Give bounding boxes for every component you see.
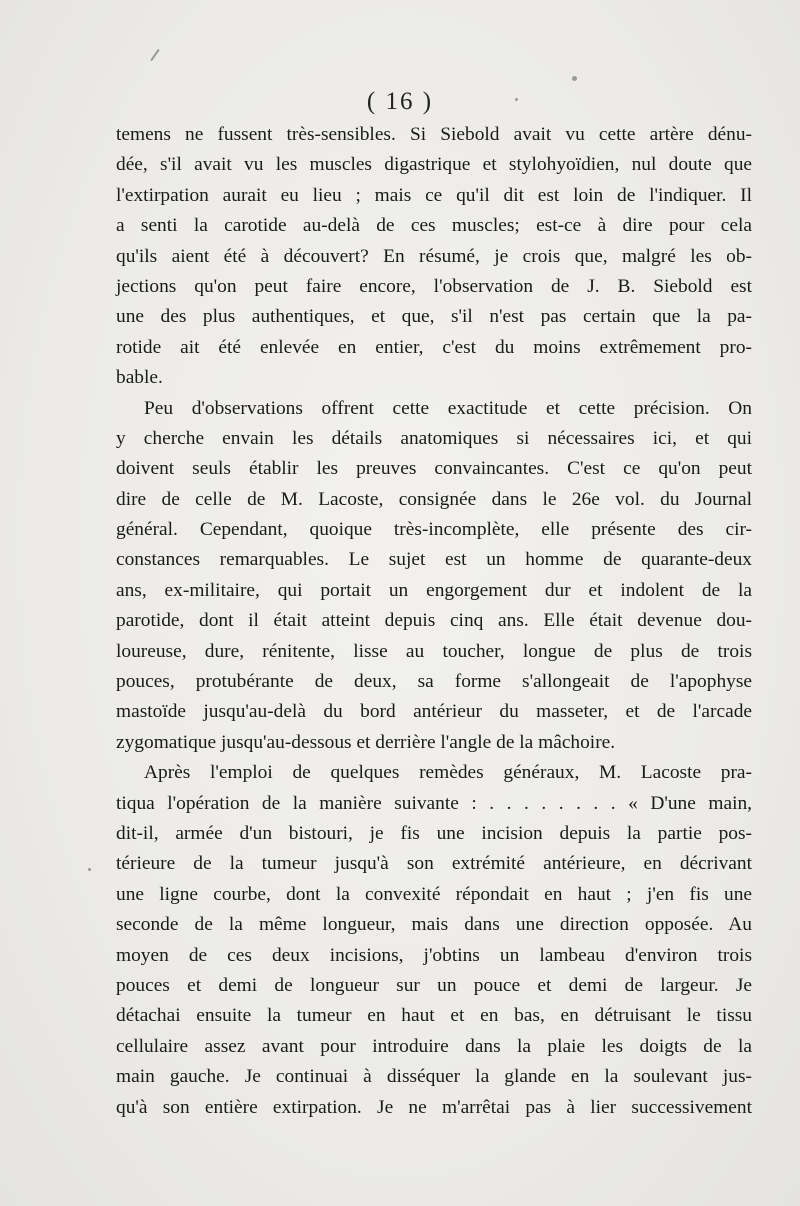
text-line: dire de celle de M. Lacoste, consignée dans le 26e vol. du Journal — [116, 488, 752, 510]
body-text — [116, 120, 752, 1123]
text-line: dit-il, armée d'un bistouri, je fis une incision depuis la partie pos- — [116, 822, 752, 844]
text-line: cellulaire assez avant pour introduire dans la plaie les doigts de la — [116, 1035, 752, 1057]
text-line: qu'à son entière extirpation. Je ne m'arrêtai pas à lier successivement — [116, 1096, 752, 1118]
text-line: pouces et demi de longueur sur un pouce et demi de largeur. Je — [116, 974, 752, 996]
text-line: une des plus authentiques, et que, s'il n'est pas certain que la pa- — [116, 306, 752, 328]
text-line: moyen de ces deux incisions, j'obtins un lambeau d'environ trois — [116, 944, 752, 966]
text-line: ans, ex-militaire, qui portait un engorgement dur et indolent de la — [116, 579, 752, 601]
text-line: jections qu'on peut faire encore, l'observation de J. B. Siebold est — [116, 275, 752, 297]
text-line: parotide, dont il était atteint depuis cinq ans. Elle était devenue dou- — [116, 610, 752, 632]
text-line: bable. — [116, 367, 163, 389]
text-line: doivent seuls établir les preuves convaincantes. C'est ce qu'on peut — [116, 458, 752, 480]
text-line: main gauche. Je continuai à disséquer la glande en la soulevant jus- — [116, 1066, 752, 1088]
text-line: dée, s'il avait vu les muscles digastrique et stylohyoïdien, nul doute que — [116, 154, 752, 176]
text-line: constances remarquables. Le sujet est un homme de quarante-deux — [116, 549, 752, 571]
text-line: zygomatique jusqu'au-dessous et derrière l'angle de la mâchoire. — [116, 731, 616, 753]
text-line: térieure de la tumeur jusqu'à son extrémité antérieure, en décrivant — [116, 853, 752, 875]
text-line: général. Cependant, quoique très-incomplète, elle présente des cir- — [116, 519, 752, 541]
text-line: rotide ait été enlevée en entier, c'est du moins extrêmement pro- — [116, 336, 752, 358]
text-line: temens ne fussent très-sensibles. Si Siebold avait vu cette artère dénu- — [116, 124, 752, 145]
text-line: a senti la carotide au-delà de ces muscles; est-ce à dire pour cela — [116, 215, 752, 237]
text-line: qu'ils aient été à découvert? En résumé, je crois que, malgré les ob- — [116, 245, 752, 267]
text-line: mastoïde jusqu'au-delà du bord antérieur du masseter, et de l'arcade — [116, 701, 752, 723]
print-speck — [515, 98, 518, 101]
text-line: loureuse, dure, rénitente, lisse au toucher, longue de plus de trois — [116, 640, 752, 662]
print-speck — [572, 76, 577, 81]
text-line: seconde de la même longueur, mais dans une direction opposée. Au — [116, 914, 752, 936]
text-line: une ligne courbe, dont la convexité répondait en haut ; j'en fis une — [116, 883, 752, 905]
print-speck — [150, 49, 160, 62]
text-line: y cherche envain les détails anatomiques si nécessaires ici, et qui — [116, 427, 752, 449]
text-line: Après l'emploi de quelques remèdes généraux, M. Lacoste pra- — [144, 762, 752, 784]
text-line: l'extirpation aurait eu lieu ; mais ce qu'il dit est loin de l'indiquer. Il — [116, 184, 752, 206]
print-speck — [88, 868, 91, 871]
text-line: détachai ensuite la tumeur en haut et en bas, en détruisant le tissu — [116, 1005, 752, 1027]
text-line: Peu d'observations offrent cette exactitude et cette précision. On — [144, 397, 752, 419]
text-line: pouces, protubérante de deux, sa forme s'allongeait de l'apophyse — [116, 671, 752, 693]
page-number: ( 16 ) — [366, 88, 434, 115]
text-line: tiqua l'opération de la manière suivante : . . . . . . . . « D'une main, — [116, 792, 752, 814]
